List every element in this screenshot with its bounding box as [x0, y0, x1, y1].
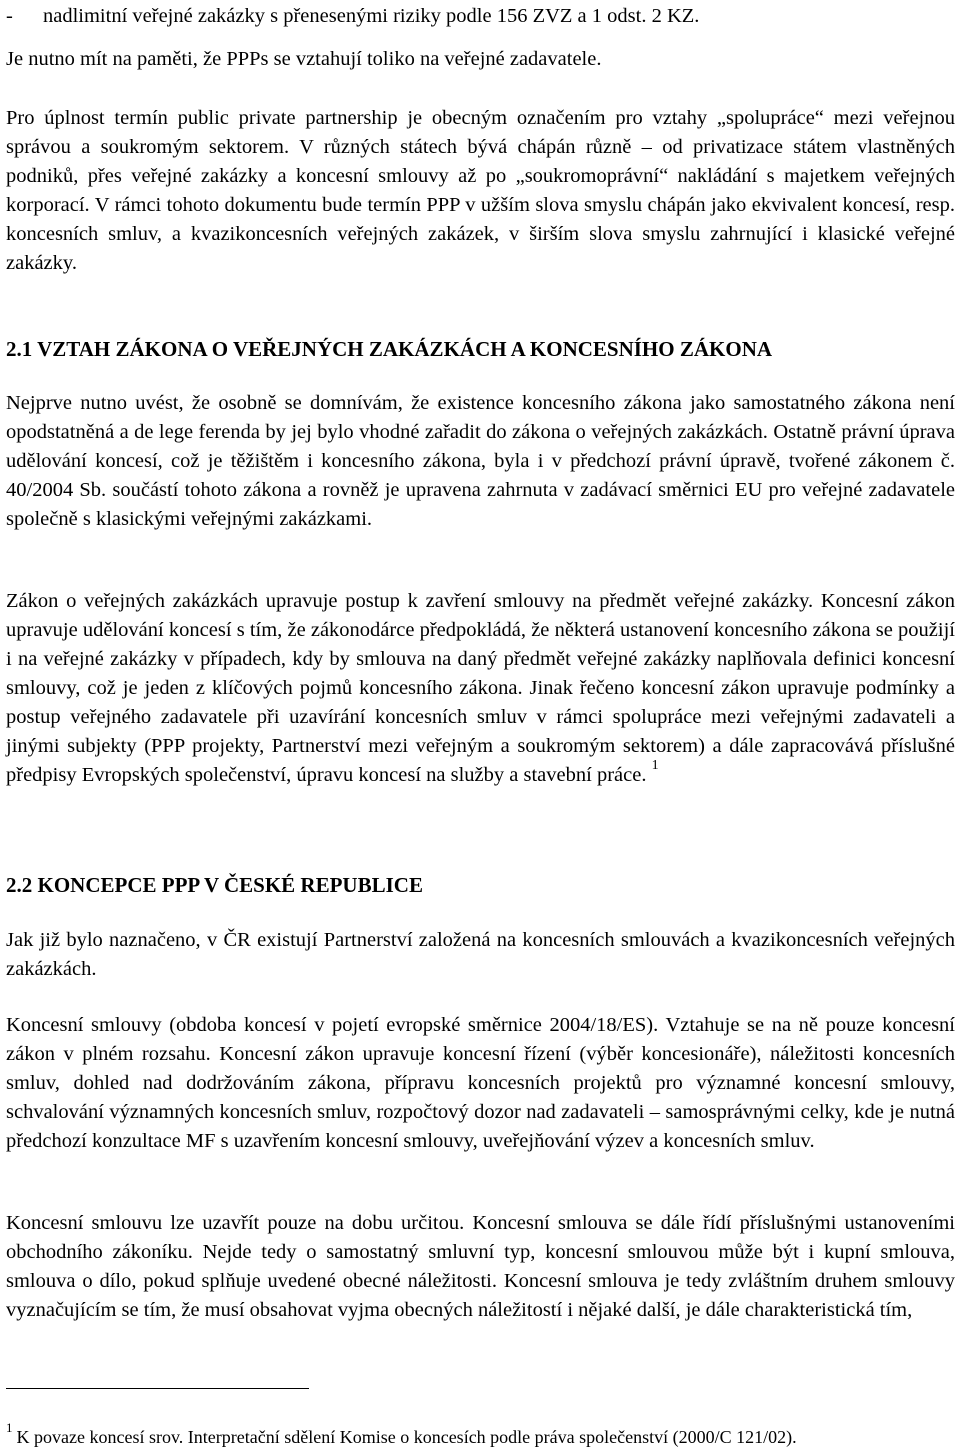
- footnote-text: K povaze koncesí srov. Interpretační sdělení Komise o koncesích podle práva společenství (2000/C 121/02).: [16, 1427, 797, 1447]
- footnote-separator: [6, 1388, 309, 1389]
- paragraph: Jak již bylo naznačeno, v ČR existují Partnerství založená na koncesních smlouvách a kvazikoncesních veřejných zakázkách.: [6, 929, 955, 980]
- footnote: [6, 1420, 955, 1451]
- paragraph: Nejprve nutno uvést, že osobně se domnívám, že existence koncesního zákona jako samostatného zákona není opodstatněná a de lege ferenda by jej bylo vhodné zařadit do zákona o veřejných zakázkách. Ostatně právní úprava udělování koncesí, což je těžištěm i koncesního zákona, byla i v předchozí právní úpravě, tvořené zákonem č. 40/2004 Sb. součástí tohoto zákona a rovněž je upravena zahrnuta v zadávací směrnici EU pro veřejné zadavatele společně s klasickými veřejnými zakázkami.: [6, 392, 955, 530]
- section-heading: 2.2 KONCEPCE PPP V ČESKÉ REPUBLICE: [6, 873, 423, 897]
- bullet-text: nadlimitní veřejné zakázky s přenesenými riziky podle 156 ZVZ a 1 odst. 2 KZ.: [43, 5, 700, 27]
- paragraph: [6, 587, 955, 792]
- section-heading: 2.1 VZTAH ZÁKONA O VEŘEJNÝCH ZAKÁZKÁCH A KONCESNÍHO ZÁKONA: [6, 337, 773, 361]
- paragraph-text: Zákon o veřejných zakázkách upravuje postup k zavření smlouvy na předmět veřejné zakázky. Koncesní zákon upravuje udělování koncesí s tím, že zákonodárce předpokládá, že některá ustanovení koncesního zákona se použijí i na veřejné zakázky v případech, kdy by smlouva na daný předmět veřejné zakázky naplňovala definici koncesní smlouvy, což je jeden z klíčových pojmů koncesního zákona. Jinak řečeno koncesní zákon upravuje podmínky a postup veřejného zadavatele při uzavírání koncesních smluv v rámci spolupráce mezi veřejnými zadavateli a jinými subjekty (PPP projekty, Partnerství mezi veřejným a soukromým sektorem) a dále zapracovává příslušné předpisy Evropských společenství, úpravu koncesí na služby a stavební práce.: [6, 590, 955, 786]
- bullet-dash: -: [6, 5, 13, 27]
- paragraph: Koncesní smlouvu lze uzavřít pouze na dobu určitou. Koncesní smlouva se dále řídí příslušnými ustanoveními obchodního zákoníku. Nejde tedy o samostatný smluvní typ, koncesní smlouvou může být i kupní smlouva, smlouva o dílo, pokud splňuje uvedené obecné náležitosti. Koncesní smlouva je tedy zvláštním druhem smlouvy vyznačujícím se tím, že musí obsahovat vyjma obecných náležitostí i nějaké další, je dále charakteristická tím,: [6, 1212, 955, 1321]
- bullet-item: [6, 2, 955, 31]
- footnote-mark: 1: [6, 1420, 13, 1435]
- footnote-reference[interactable]: 1: [651, 758, 659, 773]
- paragraph: Pro úplnost termín public private partnership je obecným označením pro vztahy „spolupráce“ mezi veřejnou správou a soukromým sektorem. V různých státech bývá chápán různě – od privatizace státem vlastněných podniků, přes veřejné zakázky a koncesní smlouvy až po „soukromoprávní“ nakládání s majetkem veřejných korporací. V rámci tohoto dokumentu bude termín PPP v užším slova smyslu chápán jako ekvivalent koncesí, resp. koncesních smluv, a kvazikoncesních veřejných zakázek, v širším slova smyslu zahrnující i klasické veřejné zakázky.: [6, 107, 955, 274]
- paragraph: Je nutno mít na paměti, že PPPs se vztahují toliko na veřejné zadavatele.: [6, 48, 602, 70]
- paragraph: Koncesní smlouvy (obdoba koncesí v pojetí evropské směrnice 2004/18/ES). Vztahuje se na ně pouze koncesní zákon v plném rozsahu. Koncesní zákon upravuje koncesní řízení (výběr koncesionáře), náležitosti koncesních smluv, dohled nad dodržováním zákona, přípravu koncesních projektů pro významné koncesní smlouvy, schvalování významných koncesních smluv, rozpočtový dozor nad zadavateli – samosprávnými celky, kde je nutná předchozí konzultace MF s uzavřením koncesní smlouvy, uveřejňování výzev a koncesních smluv.: [6, 1014, 955, 1152]
